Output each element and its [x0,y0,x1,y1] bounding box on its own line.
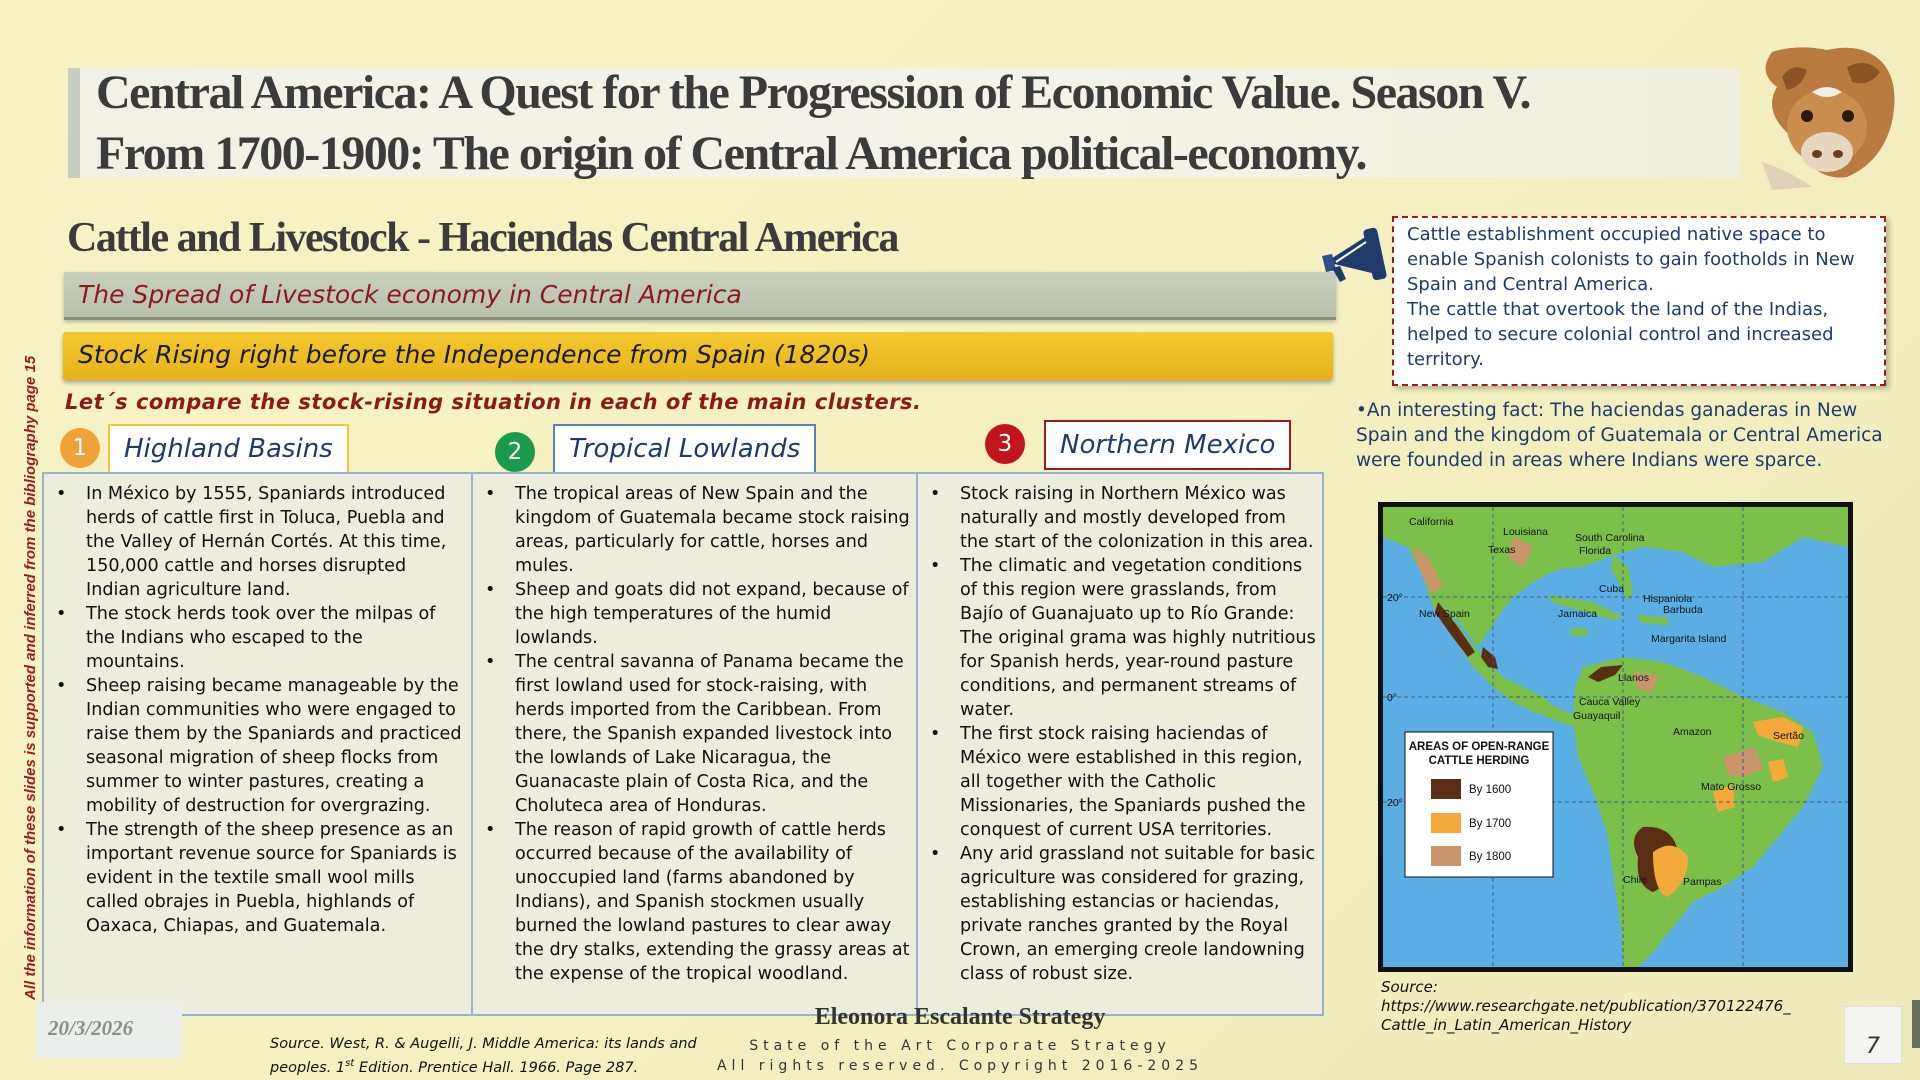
company-tagline [660,1036,1260,1076]
tropical-lowlands-column [473,474,916,986]
callout-line-1: Cattle establishment occupied native space to enable Spanish colonists to gain footholds in New Spain and Central America. [1407,224,1855,295]
map-source-label: Source: [1381,978,1438,996]
legend-swatch-1700 [1431,813,1461,833]
slide-title-line-1: Central America: A Quest for the Progression of Economic Value. Season V. [96,66,1531,119]
tagline-line-1: State of the Art Corporate Strategy [749,1038,1171,1054]
map-label-texas: Texas [1488,544,1516,556]
slide-date: 20/3/2026 [48,1016,134,1040]
company-name: Eleonora Escalante Strategy [814,1004,1106,1030]
list-item: • The strength of the sheep presence as an important revenue source for Spaniards is evident in the textile small wool mills called obrajes in Puebla, highlands of Oaxaca, Chiapas, and Guatemala. [56,818,465,938]
cluster-3-number-badge: 3 [985,424,1025,464]
list-item: • The climatic and vegetation conditions of this region were grasslands, from Bajío of Guanajuato up to Río Grande: The original grama was highly nutritious for Spanish herds, year-round pasture conditions, and permanent streams of water. [930,554,1318,722]
callout-text [1407,222,1887,372]
highland-basins-column [44,474,471,938]
stock-heading: Stock Rising right before the Independence from Spain (1820s) [78,340,871,369]
map-legend-title-2: CATTLE HERDING [1428,755,1530,767]
footer-source-line-2: peoples. 1st Edition. Prentice Hall. 1966. Page 287. [270,1058,639,1076]
list-item: • In México by 1555, Spaniards introduced herds of cattle first in Toluca, Puebla and the Valley of Hernán Cortés. At this time, 150,000 cattle and horses disrupted Indian agriculture land. [56,482,465,602]
cow-head-image [1752,42,1902,192]
list-item: • The central savanna of Panama became the first lowland used for stock-raising, with herds imported from the Caribbean. From there, the Spanish expanded livestock into the lowlands of Lake Nicaragua, the Guanacaste plain of Costa Rica, and the Choluteca area of Honduras. [485,650,910,818]
legend-label-1600: By 1600 [1469,784,1512,796]
list-item: • Any arid grassland not suitable for basic agriculture was considered for grazing, establishing estancias or haciendas, private ranches granted by the Royal Crown, an emerging creole landowning class of robust size. [930,842,1318,986]
page-number: 7 [1866,1034,1880,1059]
map-label-new-spain: New Spain [1419,608,1470,620]
map-label-lat-20n: 20° [1387,592,1403,604]
cluster-3-label: Northern Mexico [1044,420,1291,470]
map-label-pampas: Pampas [1683,876,1722,888]
map-label-lat-20s: 20° [1387,797,1403,809]
spread-heading: The Spread of Livestock economy in Central America [78,280,742,309]
cattle-herding-map [1378,502,1853,972]
map-label-hispaniola: Hispaniola [1643,593,1693,605]
list-item: • Sheep and goats did not expand, because of the high temperatures of the humid lowlands. [485,578,910,650]
cluster-2-label: Tropical Lowlands [553,424,816,474]
slide-title-line-2: From 1700-1900: The origin of Central America political-economy. [96,127,1367,180]
map-label-chile: Chile [1623,874,1647,886]
map-label-margarita-island: Margarita Island [1651,633,1727,645]
map-label-cuba: Cuba [1599,583,1625,595]
list-item: • Stock raising in Northern México was naturally and mostly developed from the start of the colonization in this area. [930,482,1318,554]
cluster-2-number-badge: 2 [495,432,535,472]
legend-label-1700: By 1700 [1469,818,1512,830]
section-title: Cattle and Livestock - Haciendas Central America [67,215,898,261]
list-item: • The reason of rapid growth of cattle herds occurred because of the availability of unoccupied land (farms abandoned by Indians), and Spanish stockmen usually burned the lowland pastures to clear away the dry stalks, extending the grassy areas at the expense of the tropical woodland. [485,818,910,986]
map-label-guayaquil: Guayaquil [1573,710,1621,722]
right-edge-bar [1912,1000,1920,1048]
map-label-sertao: Sertão [1773,730,1804,742]
map-label-lat-0: 0° [1387,692,1398,704]
legend-swatch-1600 [1431,779,1461,799]
map-label-llanos: Llanos [1618,672,1649,684]
slide-title [96,62,1776,184]
map-label-florida: Florida [1579,545,1612,557]
map-label-amazon: Amazon [1673,726,1712,738]
legend-label-1800: By 1800 [1469,851,1512,863]
list-item: • The first stock raising haciendas of México were established in this region, all together with the Catholic Missionaries, the Spaniards pushed the conquest of current USA territories. [930,722,1318,842]
megaphone-icon [1318,222,1394,286]
interesting-fact: •An interesting fact: The haciendas ganaderas in New Spain and the kingdom of Guatemala or Central America were founded in areas where Indians were sparce. [1356,400,1883,471]
northern-mexico-column [918,474,1324,986]
map-label-barbuda: Barbuda [1663,604,1703,616]
map-label-south-carolina: South Carolina [1575,532,1645,544]
legend-swatch-1800 [1431,846,1461,866]
map-label-louisiana: Louisiana [1503,526,1548,538]
map-label-cauca-valley: Cauca Valley [1579,696,1641,708]
map-source [1381,978,1821,1035]
compare-instruction: Let´s compare the stock-rising situation in each of the main clusters. [65,390,922,414]
cluster-1-label: Highland Basins [108,424,349,474]
map-label-california: California [1409,516,1454,528]
map-legend-title-1: AREAS OF OPEN-RANGE [1408,741,1550,753]
callout-line-2: The cattle that overtook the land of the Indias, helped to secure colonial control and increased territory. [1407,299,1834,370]
cluster-1-number-badge: 1 [60,428,100,468]
map-source-title: Cattle_in_Latin_American_History [1381,1016,1632,1034]
clusters-comparison-table [42,472,1324,1016]
list-item: • Sheep raising became manageable by the Indian communities who were engaged to raise them by the Spaniards and practiced seasonal migration of sheep flocks from summer to winter pastures, creating a mobility of destruction for overgrazing. [56,674,465,818]
bibliography-side-note: All the information of these slides is supported and inferred from the bibliography page 15 [22,355,39,1000]
tagline-line-2: All rights reserved. Copyright 2016-2025 [716,1058,1204,1074]
map-label-mato-grosso: Mato Grosso [1701,781,1762,793]
map-source-url: https://www.researchgate.net/publication/370122476_ [1381,997,1791,1015]
map-label-jamaica: Jamaica [1558,608,1598,620]
list-item: • The tropical areas of New Spain and the kingdom of Guatemala became stock raising areas, particularly for cattle, horses and mules. [485,482,910,578]
footer-source-line-1: Source. West, R. & Augelli, J. Middle America: its lands and [270,1036,697,1052]
list-item: • The stock herds took over the milpas of the Indians who escaped to the mountains. [56,602,465,674]
